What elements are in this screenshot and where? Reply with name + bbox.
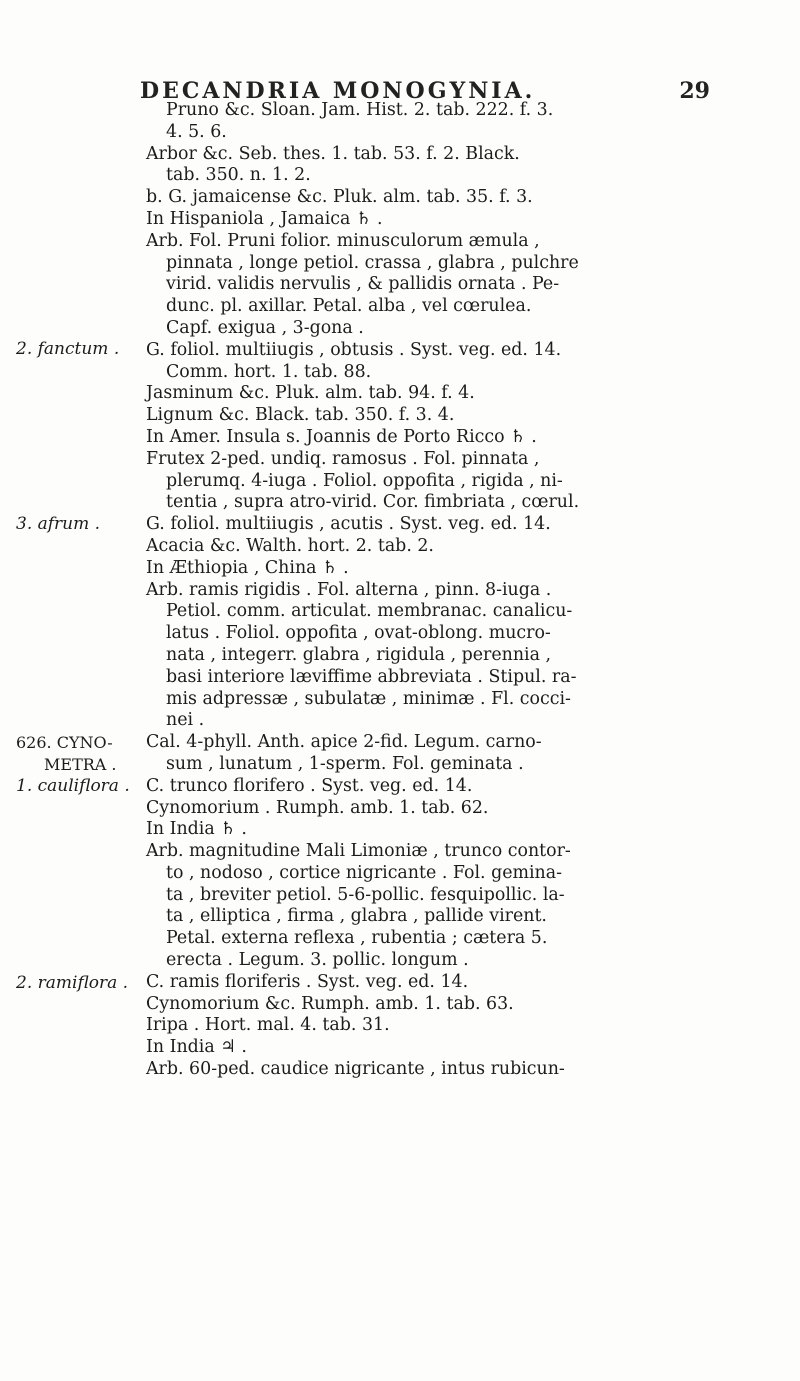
text-line: ta , elliptica , firma , glabra , pallide virent. [166, 906, 547, 927]
text-line: nata , integerr. glabra , rigidula , perennia , [166, 644, 552, 665]
text-line: Cal. 4-phyll. Anth. apice 2-fid. Legum. carno- [146, 732, 542, 753]
text-line: G. foliol. multiiugis , obtusis . Syst. veg. ed. 14. [146, 339, 562, 360]
text-line: b. G. jamaicense &c. Pluk. alm. tab. 35. f. 3. [146, 187, 533, 208]
text-line: Pruno &c. Sloan. Jam. Hist. 2. tab. 222. f. 3. [166, 100, 554, 120]
text-line: Cynomorium . Rumph. amb. 1. tab. 62. [146, 797, 489, 818]
text-line: Petiol. comm. articulat. membranac. canalicu- [166, 601, 573, 622]
text-line: nei . [166, 710, 205, 731]
margin-label-afrum: 3. afrum . [16, 514, 101, 534]
text-line: Acacia &c. Walth. hort. 2. tab. 2. [146, 535, 434, 556]
text-line: sum , lunatum , 1-sperm. Fol. geminata . [166, 753, 524, 774]
text-line: Comm. hort. 1. tab. 88. [166, 361, 372, 382]
text-line: In Amer. Insula s. Joannis de Porto Ricco ♄ . [146, 426, 537, 447]
text-line: Capf. exigua , 3-gona . [166, 317, 364, 338]
margin-label-cauliflora: 1. cauliflora . [16, 776, 130, 796]
text-line: In India ♄ . [146, 819, 247, 840]
margin-label-genus-line2: METRA . [44, 755, 117, 774]
text-line: Arb. Fol. Pruni folior. minusculorum æmula , [146, 230, 540, 251]
text-line: In Hispaniola , Jamaica ♄ . [146, 208, 383, 229]
text-line: Lignum &c. Black. tab. 350. f. 3. 4. [146, 405, 455, 426]
text-line: basi interiore læviffime abbreviata . Stipul. ra- [166, 666, 577, 687]
text-line: Arb. 60-ped. caudice nigricante , intus rubicun- [146, 1059, 565, 1080]
running-title: DECANDRIA MONOGYNIA. [140, 78, 536, 104]
text-line: tab. 350. n. 1. 2. [166, 165, 311, 186]
text-line: Petal. externa reflexa , rubentia ; cætera 5. [166, 928, 548, 949]
text-line: Arb. ramis rigidis . Fol. alterna , pinn. 8-iuga . [146, 579, 552, 600]
text-line: plerumq. 4-iuga . Foliol. oppofita , rigida , ni- [166, 470, 563, 491]
text-line: latus . Foliol. oppofita , ovat-oblong. mucro- [166, 623, 551, 644]
text-line: C. trunco florifero . Syst. veg. ed. 14. [146, 775, 473, 796]
margin-label-fanctum: 2. fanctum . [16, 339, 120, 359]
text-line: dunc. pl. axillar. Petal. alba , vel cœrulea. [166, 296, 532, 317]
text-line: G. foliol. multiiugis , acutis . Syst. veg. ed. 14. [146, 514, 551, 535]
text-line: mis adpressæ , subulatæ , minimæ . Fl. cocci- [166, 688, 571, 709]
text-column [146, 100, 786, 1081]
text-line: Jasminum &c. Pluk. alm. tab. 94. f. 4. [146, 383, 475, 404]
text-line: C. ramis floriferis . Syst. veg. ed. 14. [146, 971, 469, 992]
text-line: Arbor &c. Seb. thes. 1. tab. 53. f. 2. Black. [146, 143, 520, 164]
text-line: virid. validis nervulis , & pallidis ornata . Pe- [166, 274, 560, 295]
text-line: ta , breviter petiol. 5-6-pollic. fesquipollic. la- [166, 884, 565, 905]
text-line: In Æthiopia , China ♄ . [146, 557, 349, 578]
text-line: tentia , supra atro-virid. Cor. fimbriata , cœrul. [166, 492, 580, 513]
text-line: Arb. magnitudine Mali Limoniæ , trunco contor- [146, 841, 571, 862]
text-line: Iripa . Hort. mal. 4. tab. 31. [146, 1015, 390, 1036]
text-line: Frutex 2-ped. undiq. ramosus . Fol. pinnata , [146, 448, 540, 469]
text-line: Cynomorium &c. Rumph. amb. 1. tab. 63. [146, 993, 514, 1014]
page-number: 29 [679, 78, 710, 104]
text-line: 4. 5. 6. [166, 121, 227, 142]
margin-label-ramiflora: 2. ramiflora . [16, 973, 129, 993]
text-line: In India ♃ . [146, 1037, 247, 1058]
text-line: pinnata , longe petiol. crassa , glabra , pulchre [166, 252, 579, 273]
margin-label-genus-line1: 626. CYNO- [16, 733, 113, 752]
text-line: to , nodoso , cortice nigricante . Fol. gemina- [166, 862, 562, 883]
text-line: erecta . Legum. 3. pollic. longum . [166, 950, 469, 971]
